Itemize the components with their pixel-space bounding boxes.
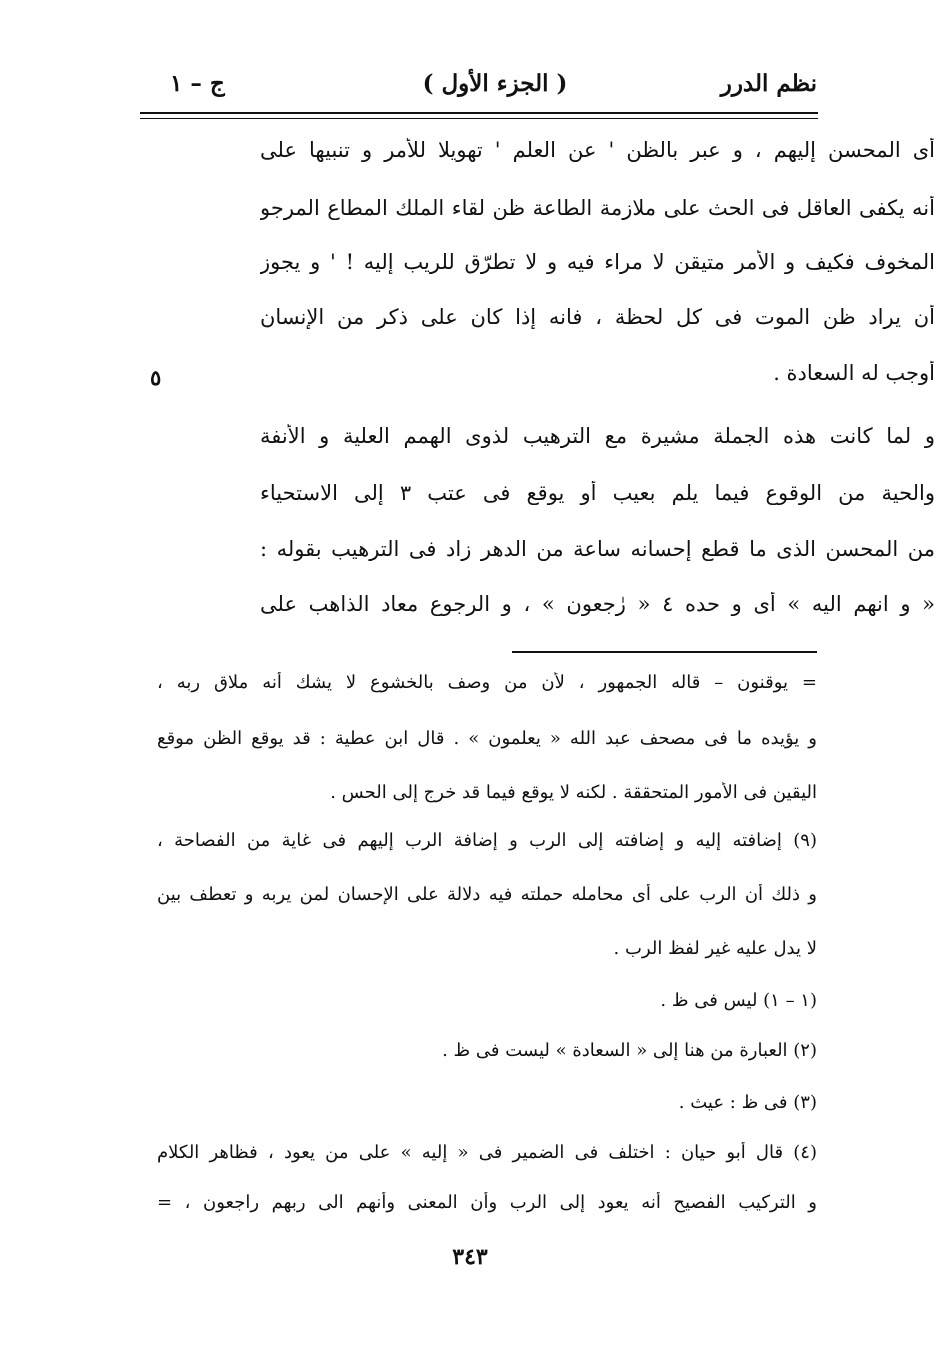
body-line: أوجب له السعادة . (773, 361, 935, 385)
part-label: ( الجزء الأول ) (422, 70, 568, 97)
line-number-marker: ٥ (150, 365, 162, 390)
body-line: أنه يكفى العاقل فى الحث على ملازمة الطاعة ظن لقاء الملك المطاع المرجو (260, 196, 935, 220)
footnote-line: (٩) إضافته إليه و إضافته إلى الرب و إضافة الرب إليهم فى غاية من الفصاحة ، (157, 830, 817, 851)
footnote-line: و التركيب الفصيح أنه يعود إلى الرب وأن المعنى وأنهم الى ربهم راجعون ، = (157, 1192, 817, 1213)
body-line: و لما كانت هذه الجملة مشيرة مع الترهيب لذوى الهمم العلية و الأنفة (260, 424, 935, 448)
body-line: « و انهم اليه » أى و حده ٤ « رٰجعون » ، و الرجوع معاد الذاهب على (260, 592, 935, 616)
footnote-line: (١ – ١) ليس فى ظ . (660, 990, 817, 1011)
body-line: من المحسن الذى ما قطع إحسانه ساعة من الدهر زاد فى الترهيب بقوله : (260, 537, 935, 561)
body-line: أى المحسن إليهم ، و عبر بالظن ' عن العلم ' تهويلا للأمر و تنبيها على (260, 138, 935, 162)
footnote-line: اليقين فى الأمور المتحققة . لكنه لا يوقع فيما قد خرج إلى الحس . (330, 782, 817, 803)
footnote-line: و ذلك أن الرب على أى محامله حملته فيه دلالة على الإحسان لمن يربه و تعطف بين (157, 884, 817, 905)
footnote-line: (٢) العبارة من هنا إلى « السعادة » ليست فى ظ . (442, 1040, 817, 1061)
body-line: والحية من الوقوع فيما يلم بعيب أو يوقع فى عتب ٣ إلى الاستحياء (260, 481, 935, 505)
header-rule-thin (140, 118, 818, 119)
footnote-line: (٤) قال أبو حيان : اختلف فى الضمير فى « إليه » على من يعود ، فظاهر الكلام (157, 1142, 817, 1163)
footnote-line: = يوقنون – قاله الجمهور ، لأن من وصف بالخشوع لا يشك أنه ملاق ربه ، (157, 672, 817, 693)
page-number: ٣٤٣ (452, 1244, 488, 1270)
footnote-line: (٣) فى ظ : عيث . (678, 1092, 817, 1113)
header-rule-thick (140, 112, 818, 114)
footnote-line: لا يدل عليه غير لفظ الرب . (613, 938, 817, 959)
footnote-line: و يؤيده ما فى مصحف عبد الله « يعلمون » . قال ابن عطية : قد يوقع الظن موقع (157, 728, 817, 749)
body-line: أن يراد ظن الموت فى كل لحظة ، فانه إذا كان على ذكر من الإنسان (260, 305, 935, 329)
running-title: نظم الدرر (720, 70, 817, 97)
volume-label: ج – ١ (170, 70, 225, 97)
footnote-separator (512, 651, 817, 653)
body-line: المخوف فكيف و الأمر متيقن لا مراء فيه و لا تطرّق للريب إليه ! ' و يجوز (260, 250, 935, 274)
